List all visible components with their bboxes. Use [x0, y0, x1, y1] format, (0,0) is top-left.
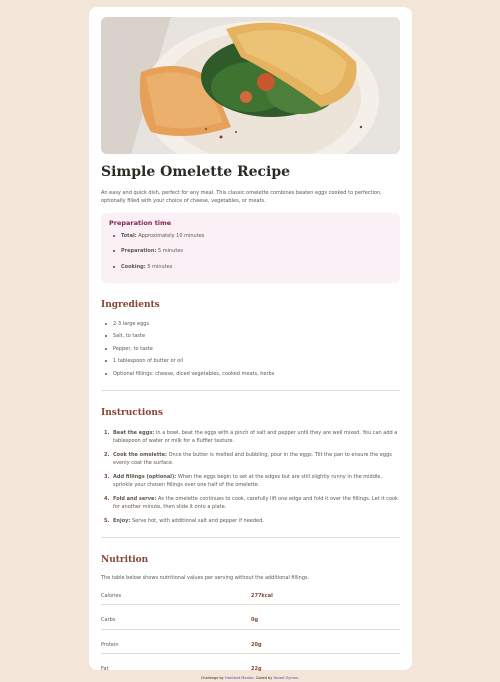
frontend-mentor-link[interactable]: Frontend Mentor	[224, 676, 254, 680]
author-link[interactable]: Yousef Zyman	[273, 676, 299, 680]
recipe-intro: An easy and quick dish, perfect for any meal. This classic omelette combines beaten eggs cooked to perfection, optionally filled with your choice of cheese, vegetables, or meats.	[101, 189, 382, 204]
nutrition-table	[101, 593, 400, 678]
preparation-time-box	[101, 213, 400, 283]
list-item: 4. Fold and serve: As the omelette continues to cook, carefully lift one edge and fold it over the fillings. Let it cook for another minute, then slide it onto a plate.	[104, 495, 398, 510]
table-row: Fat 22g	[101, 666, 262, 673]
omelette-image	[101, 17, 400, 154]
attribution: Challenge by Frontend Mentor. Coded by Yousef Zyman.	[200, 676, 300, 680]
preparation-time-list	[109, 233, 392, 272]
instructions-heading: Instructions	[101, 408, 163, 419]
list-item: 1 tablespoon of butter or oil	[101, 358, 400, 366]
table-row: Protein 20g	[101, 642, 400, 655]
instructions-list	[101, 429, 400, 525]
table-row: Carbs 0g	[101, 617, 400, 630]
nutrition-intro: The table below shows nutritional values per serving without the additional fillings.	[101, 575, 310, 582]
list-item: Salt, to taste	[101, 333, 400, 341]
list-item: 3. Add fillings (optional): When the eggs begin to set at the edges but are still slightly runny in the middle, sprinkle your chosen fillings over one half of the omelette.	[104, 473, 382, 488]
list-item: Pepper, to taste	[101, 346, 400, 354]
recipe-card	[89, 7, 412, 673]
prep-item-preparation: Preparation: 5 minutes	[109, 248, 392, 256]
divider	[101, 537, 400, 538]
list-item: 2-3 large eggs	[101, 321, 400, 329]
table-row: Calories 277kcal	[101, 593, 400, 606]
prep-item-cooking: Cooking: 5 minutes	[109, 264, 392, 272]
list-item: 2. Cook the omelette: Once the butter is melted and bubbling, pour in the eggs. Tilt the pan to ensure the eggs evenly coat the surface.	[104, 451, 392, 466]
preparation-time-heading: Preparation time	[109, 218, 172, 227]
page-title: Simple Omelette Recipe	[101, 164, 291, 180]
ingredients-list	[101, 321, 400, 379]
list-item: Optional fillings: cheese, diced vegetables, cooked meats, herbs	[101, 371, 400, 379]
nutrition-heading: Nutrition	[101, 554, 149, 565]
prep-item-total: Total: Approximately 10 minutes	[109, 233, 392, 241]
list-item: 1. Beat the eggs: In a bowl, beat the eggs with a pinch of salt and pepper until they are well mixed. You can add a tablespoon of water or milk for a fluffier texture.	[104, 429, 398, 444]
ingredients-heading: Ingredients	[101, 300, 160, 311]
list-item: 5. Enjoy: Serve hot, with additional salt and pepper if needed.	[104, 517, 264, 524]
divider	[101, 390, 400, 391]
